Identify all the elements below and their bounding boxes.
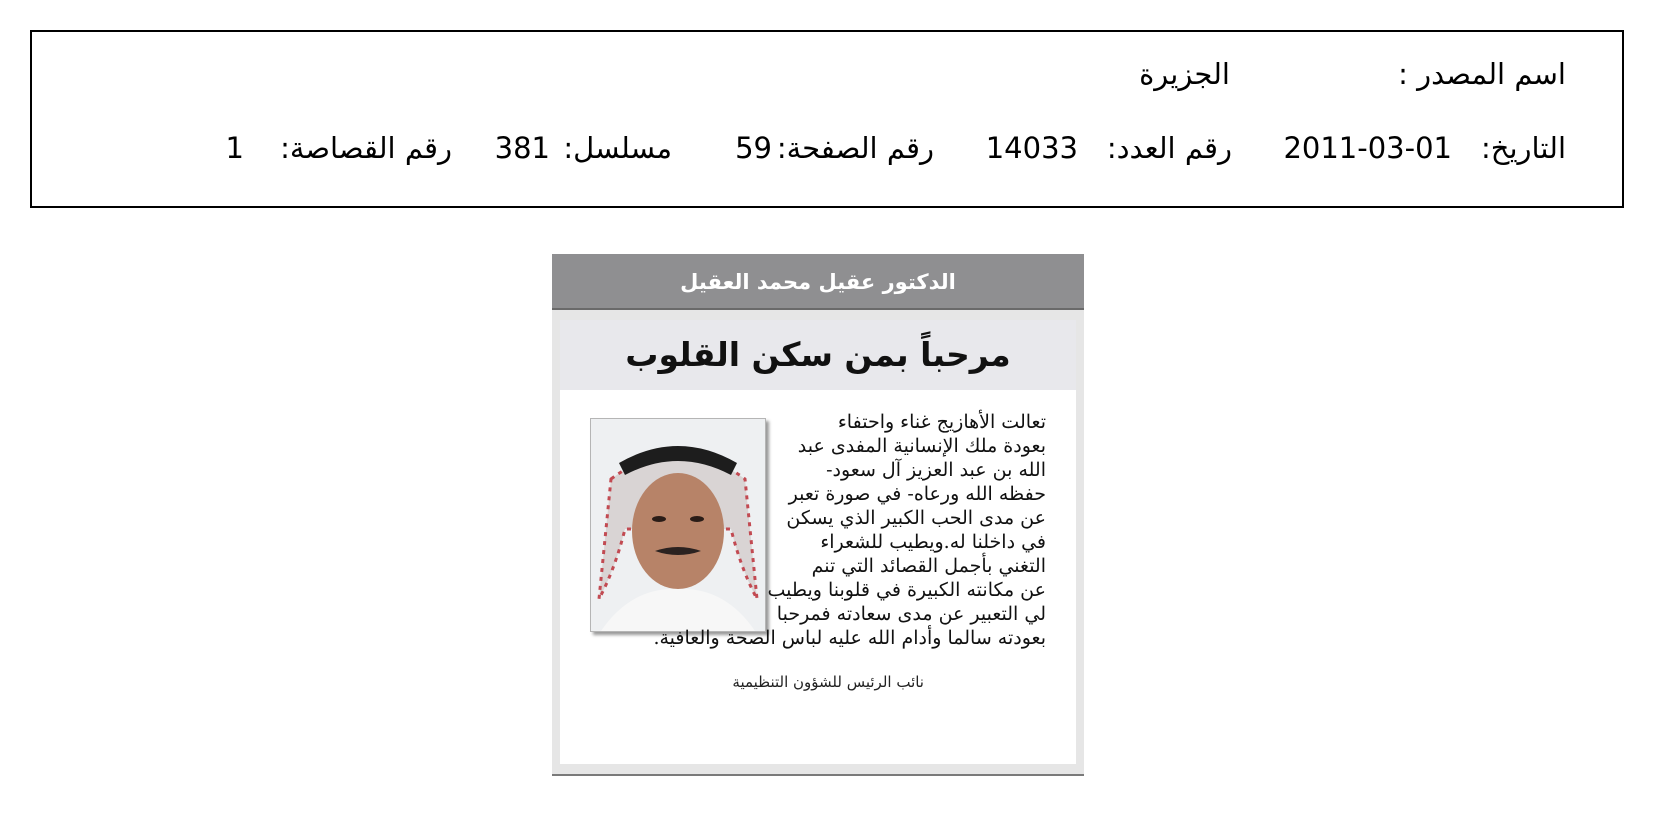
article-author: الدكتور عقيل محمد العقيل bbox=[552, 254, 1084, 310]
clip-value: 1 bbox=[225, 131, 244, 165]
serial-value: 381 bbox=[494, 131, 550, 165]
clipping-metadata-box bbox=[30, 30, 1624, 208]
body-line-1: تعالت الأهازيج غناء واحتفاء bbox=[837, 411, 1046, 433]
body-line-3: الله بن عبد العزيز آل سعود- bbox=[826, 459, 1046, 481]
clip-label: رقم القصاصة: bbox=[280, 131, 452, 165]
page-label: رقم الصفحة: bbox=[776, 131, 934, 165]
body-line-7: التغني بأجمل القصائد التي تنم bbox=[811, 555, 1046, 577]
issue-value: 14033 bbox=[985, 131, 1078, 165]
newspaper-clipping bbox=[552, 254, 1084, 776]
author-signature: نائب الرئيس للشؤون التنظيمية bbox=[732, 673, 924, 691]
date-value: 2011-03-01 bbox=[1283, 131, 1452, 165]
body-line-10: بعودته سالما وأدام الله عليه لباس الصحة والعافية. bbox=[653, 627, 1046, 649]
source-value: الجزيرة bbox=[1139, 57, 1230, 91]
author-photo bbox=[590, 418, 766, 632]
source-label: اسم المصدر : bbox=[1398, 57, 1566, 91]
body-line-5: عن مدى الحب الكبير الذي يسكن bbox=[786, 507, 1046, 529]
article-title: مرحباً بمن سكن القلوب bbox=[560, 320, 1076, 390]
date-label: التاريخ: bbox=[1480, 131, 1566, 165]
body-line-8: عن مكانته الكبيرة في قلوبنا ويطيب bbox=[767, 579, 1046, 601]
body-line-9: لي التعبير عن مدى سعادته فمرحبا bbox=[776, 603, 1046, 625]
issue-label: رقم العدد: bbox=[1106, 131, 1232, 165]
page-value: 59 bbox=[735, 131, 772, 165]
body-line-2: بعودة ملك الإنسانية المفدى عبد bbox=[797, 435, 1046, 457]
body-line-4: حفظه الله ورعاه- في صورة تعبر bbox=[788, 483, 1046, 505]
serial-label: مسلسل: bbox=[563, 131, 672, 165]
article-body bbox=[560, 390, 1076, 764]
body-line-6: في داخلنا له.ويطيب للشعراء bbox=[820, 531, 1046, 553]
portrait-image bbox=[591, 419, 765, 631]
